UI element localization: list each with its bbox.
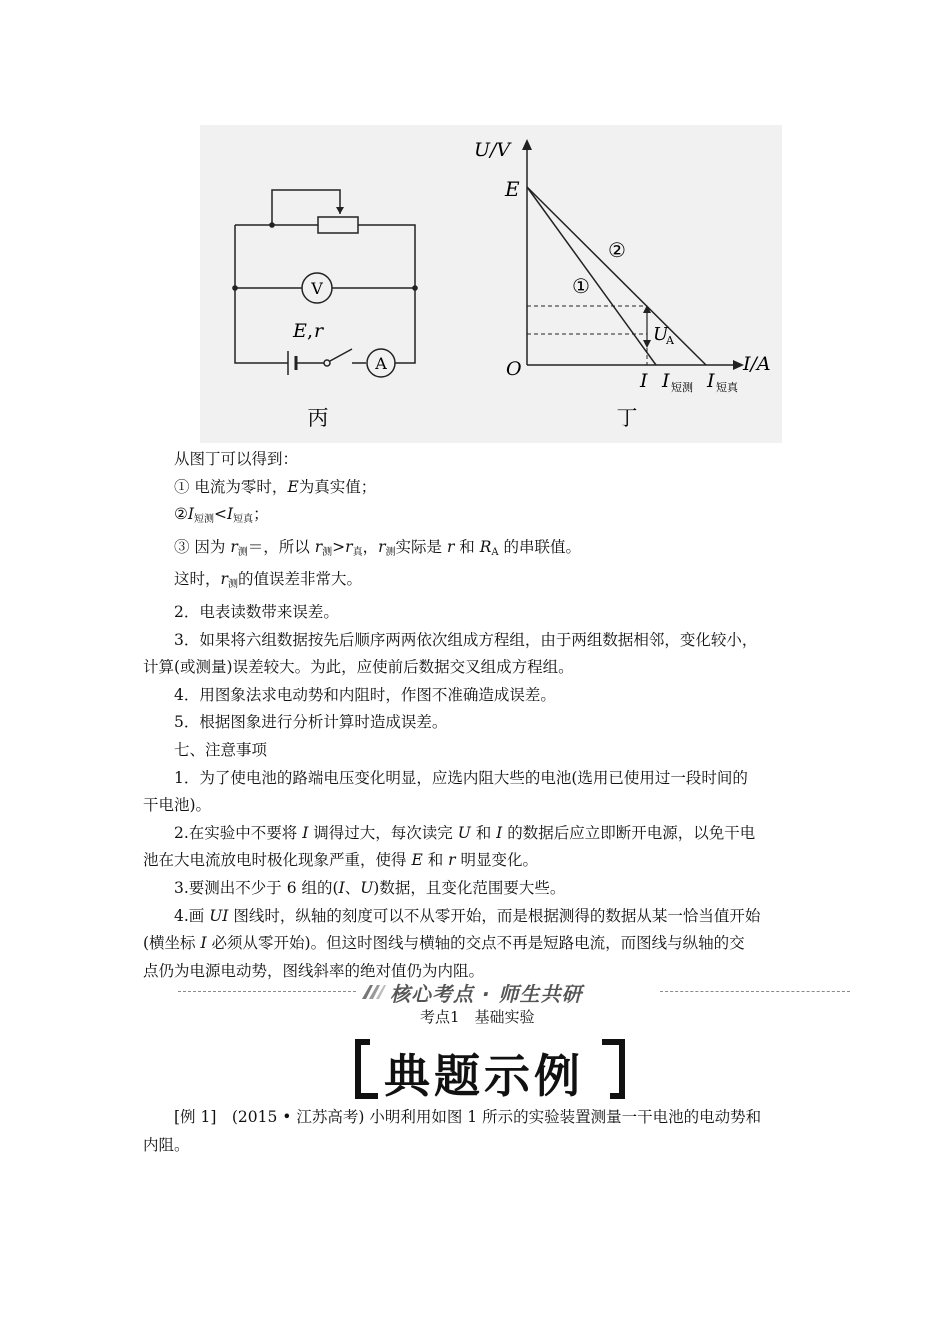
symbol-r: r [314,537,323,556]
circuit-diagram [235,190,415,377]
ua-label: U [653,324,669,345]
x-tick-short-meas-sub: 短测 [671,381,693,394]
text-run: 和 [470,823,497,842]
x-tick-I: I [640,370,648,392]
x-axis-label: I/A [743,353,771,375]
text-run: > [332,537,346,556]
note-2-line-1 [143,820,811,848]
note-4-line-2 [143,930,811,958]
point-1 [143,474,811,502]
subscript: 测 [385,546,396,558]
note-4-line-1 [143,903,811,931]
caption-bing: 丙 [307,406,329,430]
symbol-I: I [187,505,195,524]
symbol-r: r [378,537,386,556]
y-axis-arrow-icon [522,139,532,150]
subscript: 测 [322,546,333,558]
symbol-E: E [411,851,423,870]
intro-line: 从图丁可以得到： [174,450,299,468]
curve-2-label: ② [608,238,626,262]
battery-label-E: E [293,320,307,342]
symbol-E: E [287,477,299,496]
curve-1-label: ① [572,274,590,298]
subscript: 测 [227,579,238,591]
symbol-U: U [457,823,471,842]
note-1-line-1: 1．为了使电池的路端电压变化明显，应选内阻大些的电池(选用已使用过一段时间的 [174,768,748,787]
item-3-line-1: 3．如果将六组数据按先后顺序两两依次组成方程组，由于两组数据相邻，变化较小， [174,630,758,649]
symbol-U: U [360,878,374,897]
curve-1-line [527,187,656,365]
circuit-wire-left [235,225,288,363]
banner-dash-right [660,991,850,992]
symbol-r: r [345,537,353,556]
x-tick-I-short-meas: I [662,370,670,392]
junction-dot [412,285,418,291]
symbol-I: I [302,823,309,842]
text-run: 的数据后应立即断开电源，以免干电 [502,823,756,842]
ammeter-label: A [375,354,387,373]
curve-2-line [527,187,706,365]
text-run: < [214,505,228,524]
text-run: ② [174,505,188,524]
text-run: ③ 因为 [174,537,231,556]
example-line-1: [例 1] (2015 • 江苏高考) 小明利用如图 1 所示的实验装置测量一干电池的电动势和 [174,1108,762,1126]
text-run: 为真实值； [298,477,377,496]
subscript: 真 [352,546,363,558]
text-run: 明显变化。 [455,851,538,870]
subscript: 短测 [194,514,215,526]
text-run: ① 电流为零时， [174,477,288,496]
point-2 [143,501,811,534]
text-run: )数据，且变化范围要大些。 [373,878,566,897]
note-2-line-2 [143,847,811,875]
item-4: 4．用图象法求电动势和内阻时，作图不准确造成误差。 [174,685,556,704]
voltmeter-label: V [311,279,323,298]
text-run: 2.在实验中不要将 [174,823,303,842]
text-run: 4.画 [174,906,210,925]
item-5: 5．根据图象进行分析计算时造成误差。 [174,713,448,732]
junction-dot [232,285,238,291]
text-run: 图线时，纵轴的刻度可以不从零开始，而是根据测得的数据从某一恰当值开始 [228,906,761,925]
symbol-I: I [200,934,207,953]
text-run: 的串联值。 [498,537,582,556]
section-7-heading: 七、注意事项 [174,740,268,759]
subscript: 短真 [233,514,254,526]
text-run: 、 [344,878,361,897]
switch-lever [330,349,352,361]
symbol-r: r [220,570,228,589]
guide-lines [527,306,647,365]
example-line-2: 内阻。 [143,1136,190,1154]
ui-graph [527,147,736,365]
text-run: (横坐标 [143,934,201,953]
example-title-text: 典题示例 [384,1049,584,1103]
rheostat-slider-arrow-icon [336,207,344,214]
banner-title: 核心考点 · 师生共研 [390,982,583,1006]
symbol-r: r [446,537,455,556]
symbol-UI: UI [209,906,229,925]
text-run: 池在大电流放电时极化现象严重，使得 [143,851,412,870]
section-subheading: 考点1 基础实验 [420,1008,535,1026]
switch-terminal [324,360,330,366]
example-title-box [350,1038,632,1103]
rheostat-resistor [318,217,358,233]
body-text [143,446,811,985]
text-run: ＝，所以 [247,537,315,556]
battery-label-comma: , [307,320,314,342]
note-4-line-3: 点仍为电源电动势，图线斜率的绝对值仍为内阻。 [143,961,485,980]
text-run: ， [362,537,379,556]
subscript: 测 [237,546,248,558]
text-run: 的值误差非常大。 [237,570,362,589]
symbol-R: R [479,537,492,556]
battery-label-r: r [314,320,324,342]
ua-subscript: A [666,334,674,347]
symbol-r: r [448,851,456,870]
text-run: 这时， [174,570,221,589]
text-run: ； [253,505,269,524]
subscript: A [491,546,499,558]
figure-svg [200,125,782,443]
example-paragraph [143,1103,811,1159]
symbol-I: I [338,878,345,897]
banner-chevron-icon [360,981,386,1001]
item-3-line-2: 计算(或测量)误差较大。为此，应使前后数据交叉组成方程组。 [143,658,574,677]
note-1-line-2: 干电池)。 [143,796,212,815]
banner-dash-left [178,991,356,992]
origin-label: O [506,358,522,380]
x-tick-short-true-sub: 短真 [716,381,738,394]
text-run: 和 [422,851,449,870]
section-banner [178,978,850,1004]
symbol-I: I [496,823,503,842]
note-3 [143,875,811,903]
junction-dot [269,222,275,228]
point-3 [143,534,811,567]
item-2: 2．电表读数带来误差。 [174,602,339,621]
text-run: 调得过大，每次读完 [308,823,458,842]
caption-ding: 丁 [616,406,638,430]
intercept-E-label: E [505,177,520,201]
y-axis-label: U/V [474,139,511,161]
text-run: 3.要测出不少于 6 组的( [174,878,339,897]
symbol-I: I [227,505,234,524]
figure-panel [200,125,782,443]
then-line [143,566,811,599]
text-run: 实际是 [395,537,447,556]
text-run: 和 [454,537,480,556]
symbol-r: r [230,537,238,556]
x-tick-I-short-true: I [707,370,715,392]
text-run: 必须从零开始)。但这时图线与横轴的交点不再是短路电流，而图线与纵轴的交 [206,934,745,953]
